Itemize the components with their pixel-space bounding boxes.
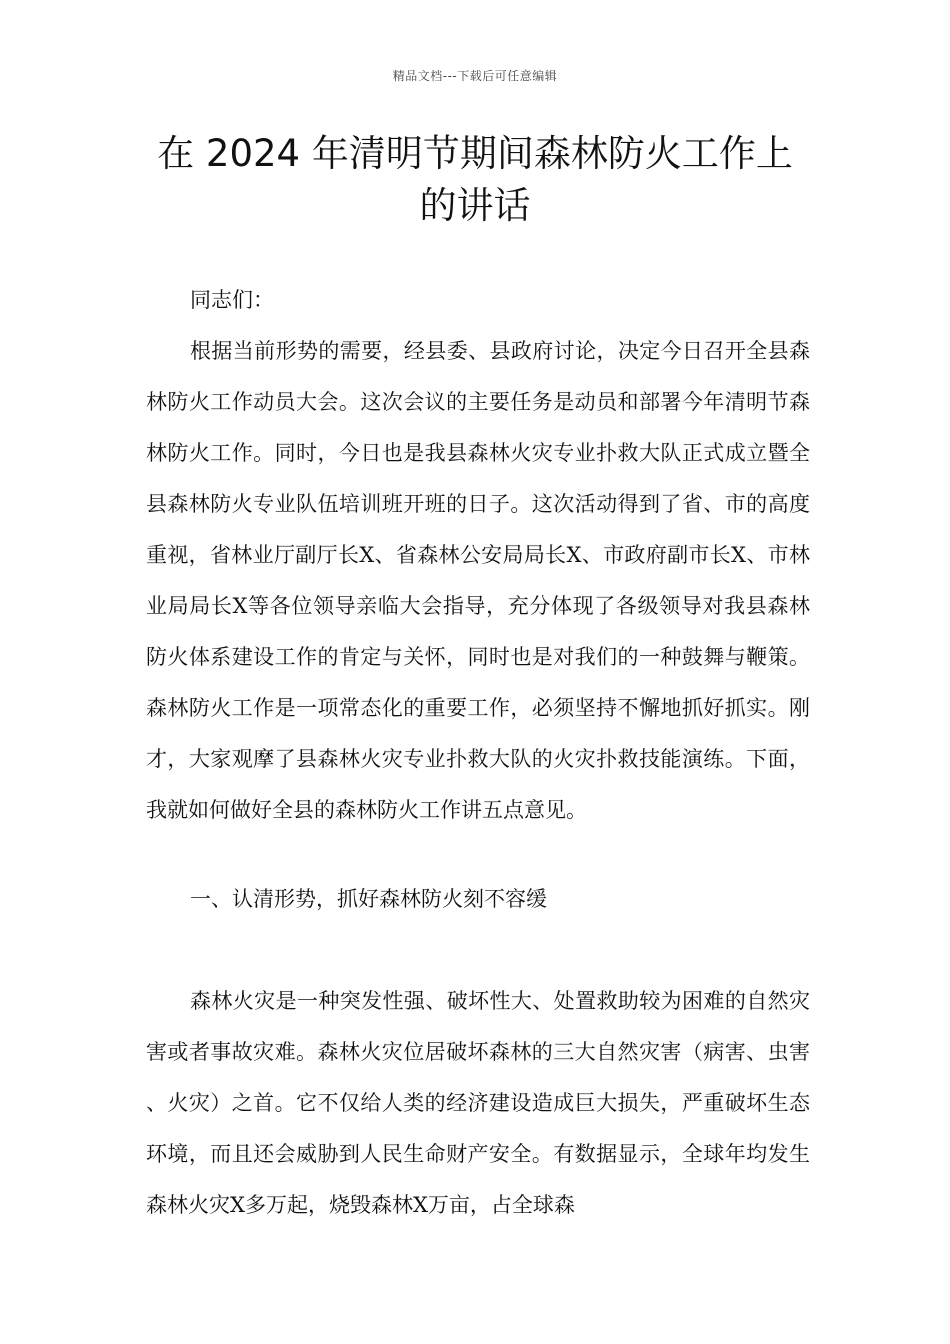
header-note: 精品文档---下载后可任意编辑 — [392, 69, 558, 83]
salutation: 同志们： — [190, 288, 274, 312]
paragraph-1: 根据当前形势的需要，经县委、县政府讨论，决定今日召开全县森林防火工作动员大会。这次会议的主要任务是动员和部署今年清明节森林防火工作。同时，今日也是我县森林火灾专业扑救大队正式成立暨全县森林防火专业队伍培训班开班的日子。这次活动得到了省、市的高度重视，省林业厅副厅长X、省森林公安局局长X、市政府副市长X、市林业局局长X等各位领导亲临大会指导，充分体现了各级领导对我县森林防火体系建设工作的肯定与关怀，同时也是对我们的一种鼓舞与鞭策。森林防火工作是一项常态化的重要工作，必须坚持不懈地抓好抓实。刚才，大家观摩了县森林火灾专业扑救大队的火灾扑救技能演练。下面，我就如何做好全县的森林防火工作讲五点意见。 — [146, 339, 810, 822]
paragraph-2: 森林火灾是一种突发性强、破坏性大、处置救助较为困难的自然灾害或者事故灾难。森林火灾位居破坏森林的三大自然灾害（病害、虫害、火灾）之首。它不仅给人类的经济建设造成巨大损失，严重破坏生态环境，而且还会威胁到人民生命财产安全。有数据显示，全球年均发生森林火灾X多万起，烧毁森林X万亩，占全球森 — [146, 989, 810, 1217]
section-1-heading: 一、认清形势，抓好森林防火刻不容缓 — [190, 887, 547, 911]
document-title: 在 2024 年清明节期间森林防火工作上的讲话 — [157, 132, 793, 227]
